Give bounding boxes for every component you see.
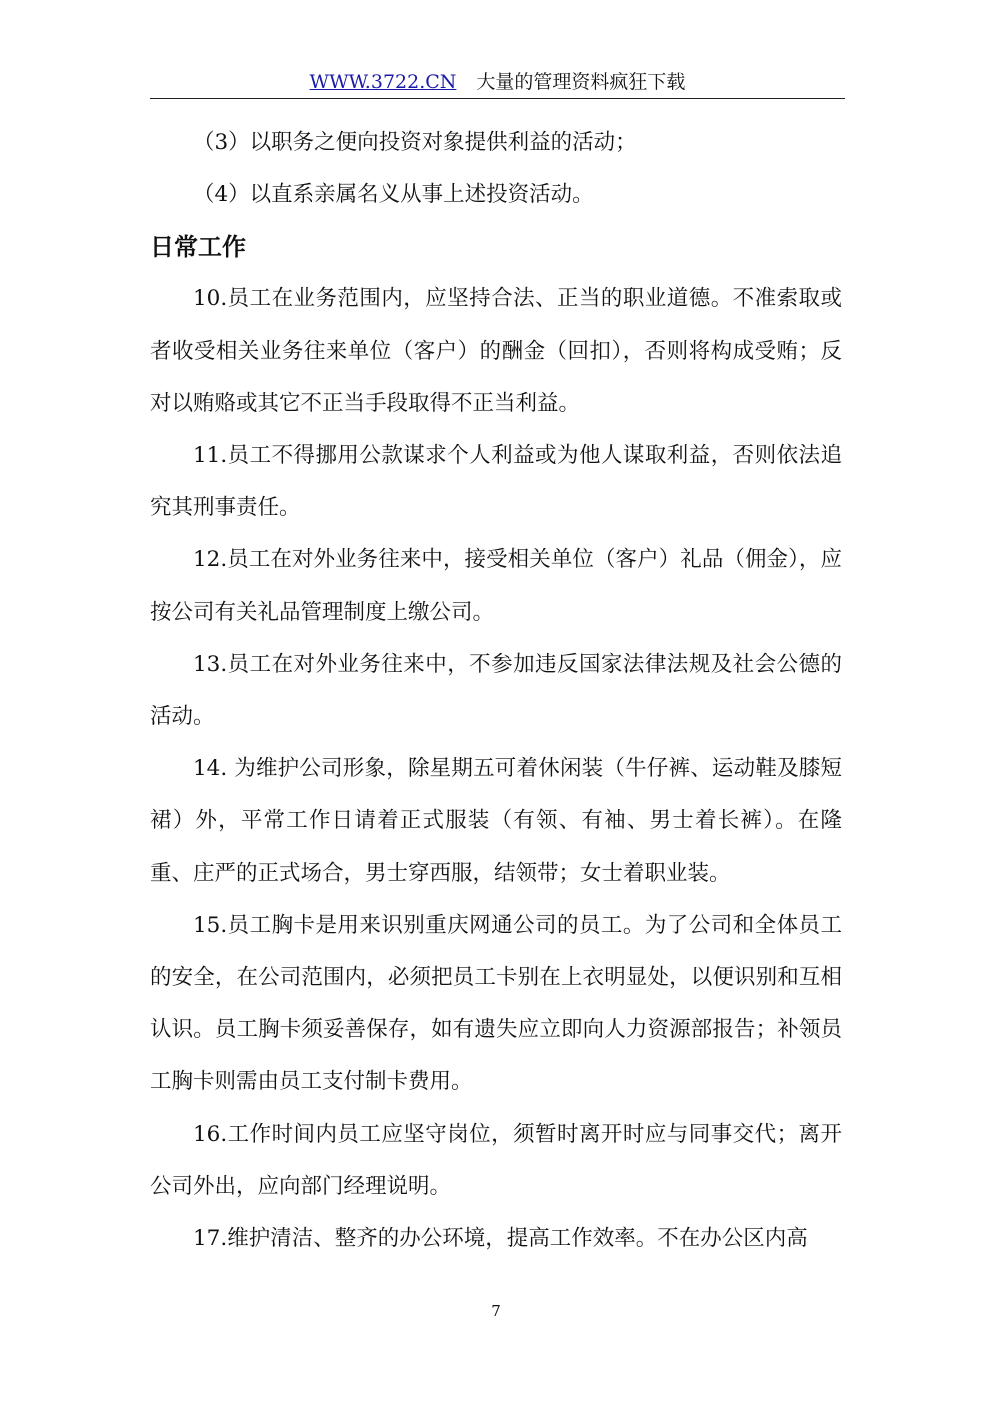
rule-13: 13.员工在对外业务往来中，不参加违反国家法律法规及社会公德的活动。: [150, 651, 842, 730]
page-header: [150, 68, 845, 96]
site-link[interactable]: WWW.3722.CN: [309, 71, 457, 93]
rule-10: 10.员工在业务范围内，应坚持合法、正当的职业道德。不准索取或者收受相关业务往来单位（客户）的酬金（回扣），否则将构成受贿；反对以贿赂或其它不正当手段取得不正当利益。: [150, 286, 842, 416]
rule-11: 11.员工不得挪用公款谋求个人利益或为他人谋取利益，否则依法追究其刑事责任。: [150, 443, 842, 521]
rule-12: 12.员工在对外业务往来中，接受相关单位（客户）礼品（佣金），应按公司有关礼品管理制度上缴公司。: [150, 547, 842, 625]
paragraph-item-3: （3）以职务之便向投资对象提供利益的活动；: [193, 130, 637, 155]
rule-16: 16.工作时间内员工应坚守岗位，须暂时离开时应与同事交代；离开公司外出，应向部门经理说明。: [150, 1121, 842, 1199]
rule-15: 15.员工胸卡是用来识别重庆网通公司的员工。为了公司和全体员工的安全，在公司范围内，必须把员工卡别在上衣明显处，以便识别和互相认识。员工胸卡须妥善保存，如有遗失应立即向人力资源部报告；补领员工胸卡则需由员工支付制卡费用。: [150, 912, 842, 1095]
header-divider: [150, 98, 845, 99]
header-tagline: 大量的管理资料疯狂下载: [476, 71, 686, 93]
document-body: [150, 117, 842, 1265]
section-heading: 日常工作: [150, 233, 246, 262]
page-number: 7: [491, 1302, 501, 1320]
rule-17: 17.维护清洁、整齐的办公环境，提高工作效率。不在办公区内高: [193, 1226, 808, 1252]
rule-14: 14. 为维护公司形象，除星期五可着休闲装（牛仔裤、运动鞋及膝短裙）外，平常工作日请着正式服装（有领、有袖、男士着长裤）。在隆重、庄严的正式场合，男士穿西服，结领带；女士着职业装。: [150, 756, 842, 886]
paragraph-item-4: （4）以直系亲属名义从事上述投资活动。: [193, 182, 594, 208]
